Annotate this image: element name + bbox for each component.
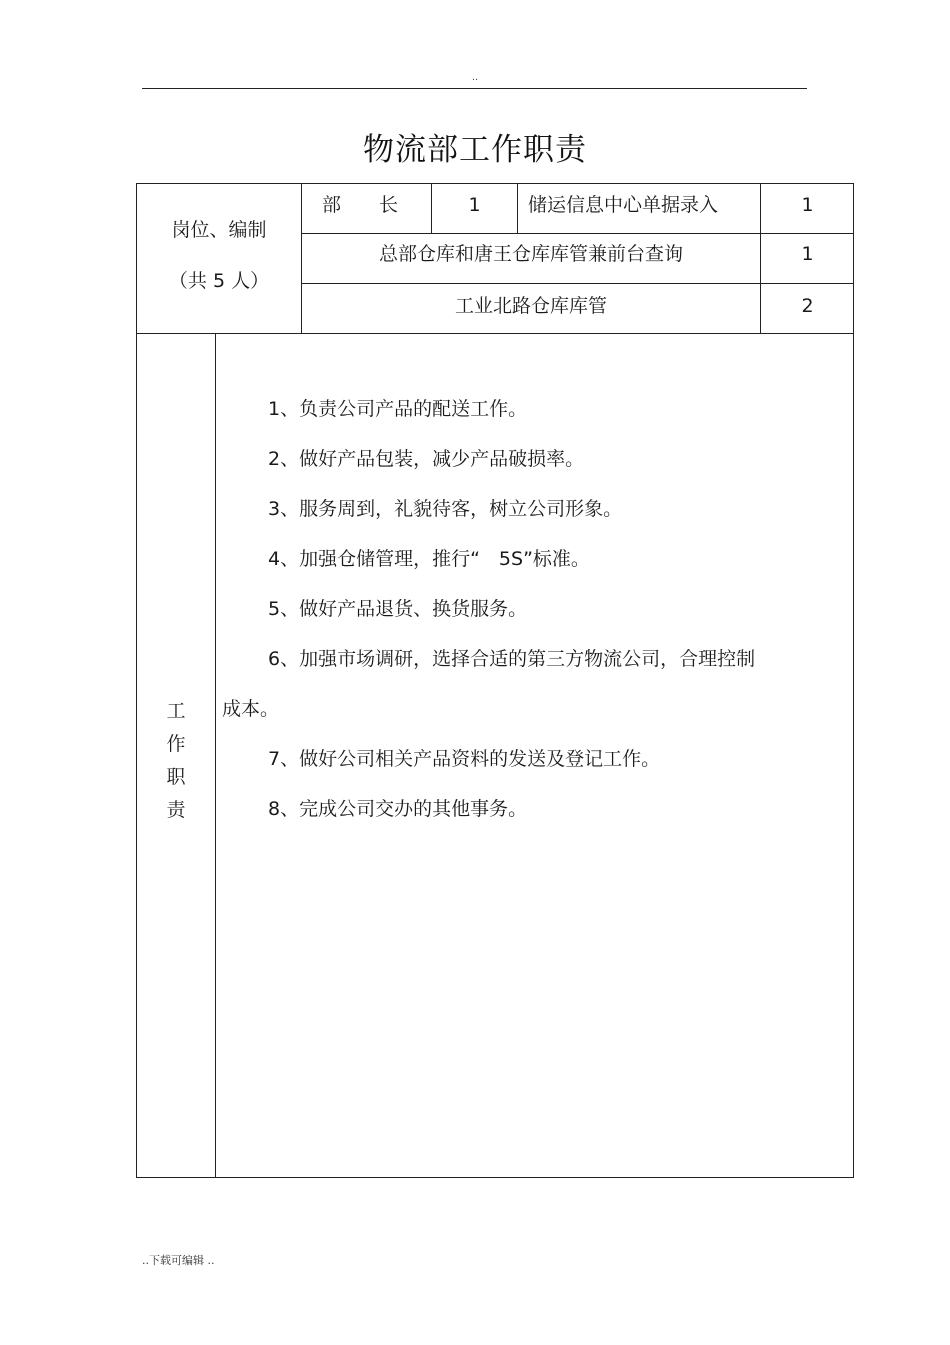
duties-label-char: 作 [166, 733, 186, 755]
duty-item: 7、做好公司相关产品资料的发送及登记工作。 [268, 748, 661, 770]
count-cell-warehouse-north: 2 [801, 295, 814, 317]
page-footer: ..下载可编辑 .. [142, 1254, 215, 1267]
duty-item: 8、完成公司交办的其他事务。 [268, 798, 528, 820]
count-cell-data-entry: 1 [801, 194, 814, 216]
header-rule [142, 88, 807, 89]
role-cell-director: 部 长 [322, 194, 399, 216]
role-cell-warehouse-hq: 总部仓库和唐王仓库库管兼前台查询 [378, 243, 683, 265]
header-mark: .. [471, 72, 479, 83]
post-label-line1: 岗位、编制 [171, 219, 267, 241]
duties-label-char: 职 [166, 766, 186, 788]
role-cell-data-entry: 储运信息中心单据录入 [528, 194, 719, 216]
duties-list [222, 394, 822, 844]
post-label-line2: （共 5 人） [168, 270, 270, 292]
duty-item-continuation: 成本。 [222, 698, 280, 720]
duties-label [137, 695, 215, 827]
count-cell-warehouse-hq: 1 [801, 243, 814, 265]
count-cell-director: 1 [468, 194, 481, 216]
duties-label-char: 工 [166, 700, 186, 722]
table-vline-duties [215, 333, 216, 1178]
duty-item: 6、加强市场调研，选择合适的第三方物流公司，合理控制 [268, 648, 756, 670]
duty-item: 4、加强仓储管理，推行“ 5S”标准。 [268, 548, 590, 570]
duties-label-char: 责 [166, 799, 186, 821]
page-title: 物流部工作职责 [363, 132, 587, 168]
table-hline-row1 [301, 233, 854, 234]
table-vline-row1-b [517, 183, 518, 234]
table-hline-header [136, 333, 854, 334]
duty-item: 1、负责公司产品的配送工作。 [268, 398, 528, 420]
role-cell-warehouse-north: 工业北路仓库库管 [454, 295, 607, 317]
duty-item: 3、服务周到，礼貌待客，树立公司形象。 [268, 498, 623, 520]
duty-item: 2、做好产品包装，减少产品破损率。 [268, 448, 585, 470]
duty-item: 5、做好产品退货、换货服务。 [268, 598, 528, 620]
table-hline-row2 [301, 283, 854, 284]
